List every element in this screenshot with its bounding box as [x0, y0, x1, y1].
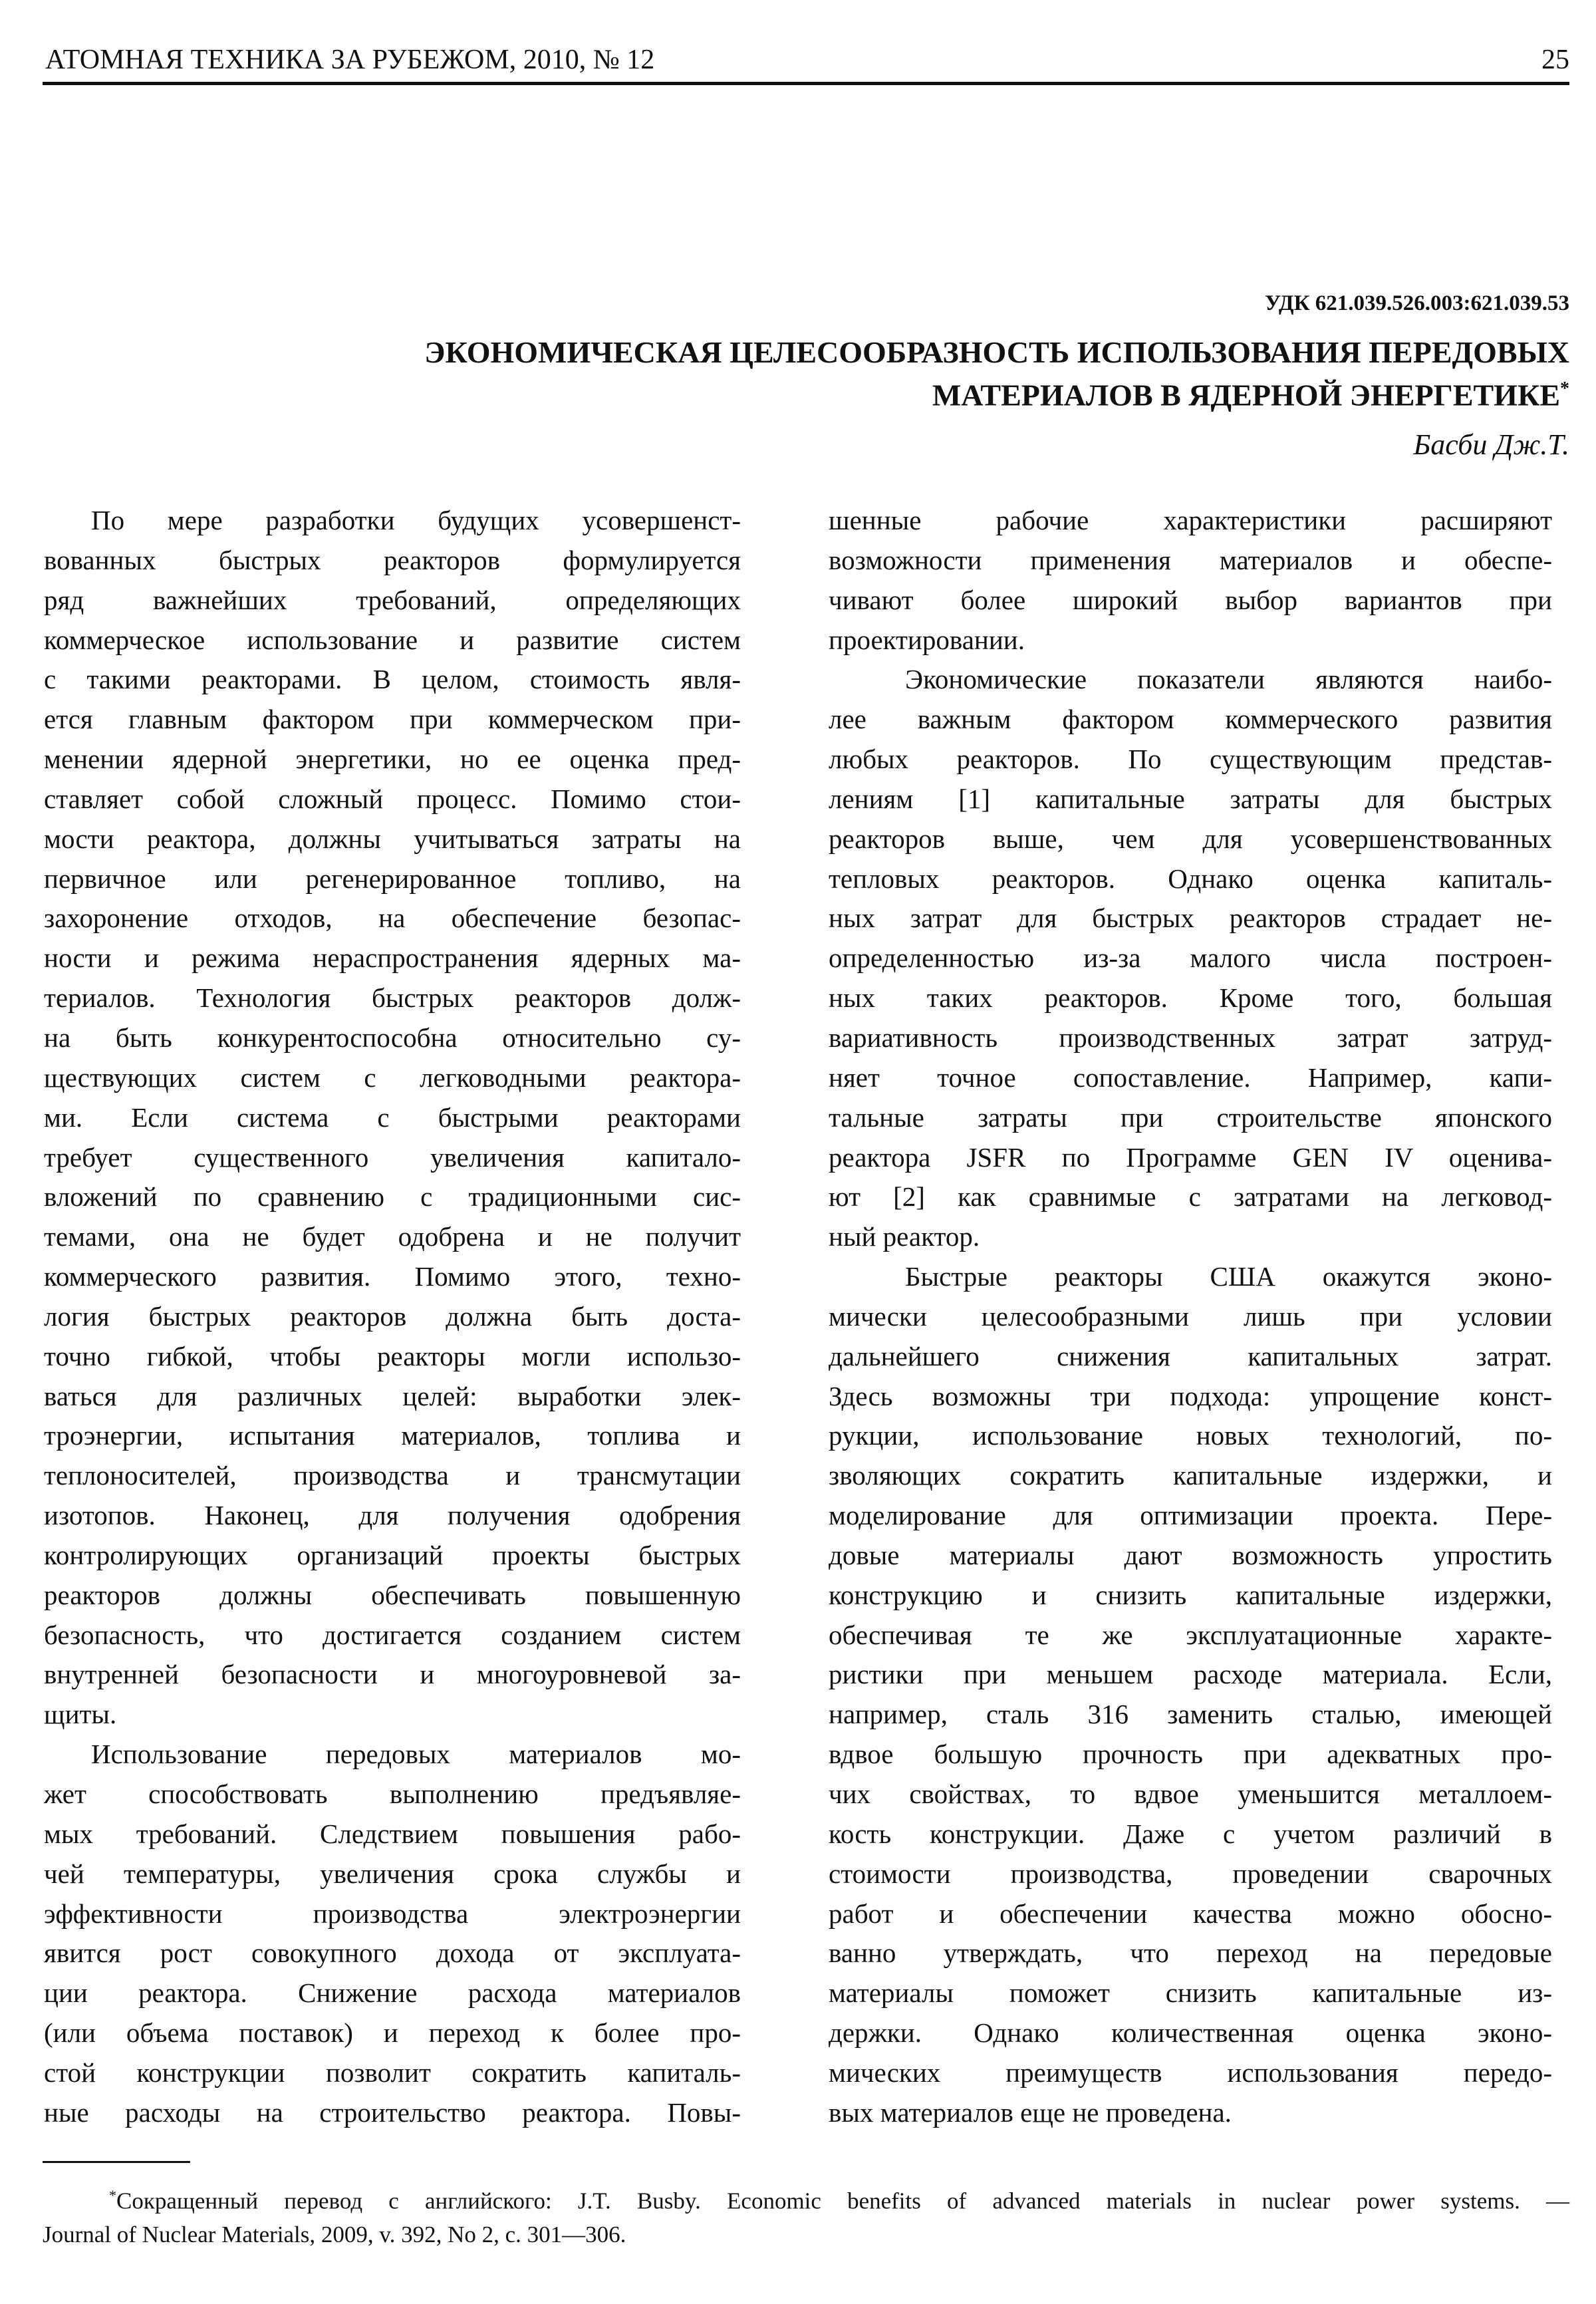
text-line: захоронение отходов, на обеспечение безопас- — [44, 903, 741, 934]
text-line: тепловых реакторов. Однако оценка капиталь- — [829, 863, 1552, 894]
text-line: работ и обеспечении качества можно обосно- — [829, 1898, 1552, 1929]
text-line: рукции, использование новых технологий, по- — [829, 1420, 1552, 1451]
title-line-2 — [266, 370, 1569, 413]
text-line: кость конструкции. Даже с учетом различий в — [829, 1818, 1552, 1849]
text-line: ных таких реакторов. Кроме того, большая — [829, 982, 1552, 1014]
text-line: реакторов выше, чем для усовершенствованных — [829, 823, 1552, 854]
text-line: определенностью из-за малого числа построен- — [829, 942, 1552, 974]
text-line: ставляет собой сложный процесс. Помимо стои- — [44, 783, 741, 814]
footnote-line-1 — [43, 2179, 1569, 2218]
text-line: жет способствовать выполнению предъявляе- — [44, 1779, 741, 1809]
text-line: зволяющих сократить капитальные издержки, и — [829, 1460, 1552, 1491]
text-line: щиты. — [44, 1699, 117, 1730]
text-line: Здесь возможны три подхода: упрощение конст- — [829, 1380, 1552, 1411]
text-line: лее важным фактором коммерческого развития — [829, 704, 1552, 735]
article-title — [266, 334, 1569, 413]
text-line: троэнергии, испытания материалов, топлива и — [44, 1420, 741, 1451]
text-line: требует существенного увеличения капитало- — [44, 1141, 741, 1173]
text-line: (или объема поставок) и переход к более про- — [44, 2017, 741, 2049]
text-line: логия быстрых реакторов должна быть доста- — [44, 1300, 741, 1332]
text-line: вдвое большую прочность при адекватных про- — [829, 1739, 1552, 1770]
text-line: ные расходы на строительство реактора. Повы- — [44, 2096, 741, 2128]
text-line: проектировании. — [829, 624, 1025, 655]
text-line: на быть конкурентоспособна относительно су- — [44, 1022, 741, 1053]
text-line: вых материалов еще не проведена. — [829, 2096, 1232, 2128]
text-line: темами, она не будет одобрена и не получит — [44, 1221, 741, 1252]
text-line: ристики при меньшем расходе материала. Если, — [829, 1659, 1552, 1690]
text-line: менении ядерной энергетики, но ее оценка пред- — [44, 744, 741, 775]
text-line: теплоносителей, производства и трансмутации — [44, 1460, 741, 1491]
paragraph — [829, 1257, 1552, 2133]
paragraph — [829, 660, 1552, 1257]
text-line: контролирующих организаций проекты быстрых — [44, 1539, 741, 1570]
text-column-left — [44, 501, 741, 2133]
text-line: ваться для различных целей: выработки элек- — [44, 1380, 741, 1411]
text-line: точно гибкой, чтобы реакторы могли использо- — [44, 1340, 741, 1371]
text-line: мических преимуществ использования передо- — [829, 2057, 1552, 2088]
text-line: шенные рабочие характеристики расширяют — [829, 505, 1552, 535]
text-line: териалов. Технология быстрых реакторов долж- — [44, 982, 741, 1014]
text-line: ряд важнейших требований, определяющих — [44, 584, 741, 615]
text-line: материалы поможет снизить капитальные из- — [829, 1977, 1552, 2009]
text-line: Экономические показатели являются наибо- — [905, 664, 1552, 695]
text-line: любых реакторов. По существующим представ- — [829, 744, 1552, 775]
text-line: чей температуры, увеличения срока службы и — [44, 1858, 741, 1889]
text-line: безопасность, что достигается созданием систем — [44, 1619, 741, 1650]
text-line: изотопов. Наконец, для получения одобрения — [44, 1500, 741, 1531]
paragraph — [829, 501, 1552, 660]
text-line: ют [2] как сравнимые с затратами на легковод- — [829, 1181, 1552, 1213]
text-line: лениям [1] капитальные затраты для быстрых — [829, 783, 1552, 814]
text-line: эффективности производства электроэнергии — [44, 1898, 741, 1929]
text-line: По мере разработки будущих усовершенст- — [91, 505, 741, 535]
text-line: ванно утверждать, что переход на передовые — [829, 1938, 1552, 1969]
article-author: Басби Дж.Т. — [1413, 428, 1569, 461]
text-line: ных затрат для быстрых реакторов страдает не- — [829, 903, 1552, 934]
footnote-mark: * — [109, 2187, 116, 2204]
text-line: ми. Если система с быстрыми реакторами — [44, 1101, 741, 1133]
text-column-right — [829, 501, 1552, 2133]
text-line: мых требований. Следствием повышения рабо- — [44, 1818, 741, 1849]
text-line: моделирование для оптимизации проекта. Пере- — [829, 1500, 1552, 1531]
text-line: явится рост совокупного дохода от эксплуата- — [44, 1938, 741, 1969]
text-line: коммерческого развития. Помимо этого, техно- — [44, 1261, 741, 1292]
text-line: обеспечивая те же эксплуатационные характе- — [829, 1619, 1552, 1650]
text-line: коммерческое использование и развитие систем — [44, 624, 741, 655]
text-line: ществующих систем с легководными реактора- — [44, 1062, 741, 1093]
header-rule — [43, 82, 1569, 85]
text-line: чих свойствах, то вдвое уменьшится металлоем- — [829, 1779, 1552, 1809]
title-line-2-text: МАТЕРИАЛОВ В ЯДЕРНОЙ ЭНЕРГЕТИКЕ — [932, 378, 1560, 412]
text-line: внутренней безопасности и многоуровневой за- — [44, 1659, 741, 1690]
footnote-rule — [43, 2161, 190, 2163]
text-line: возможности применения материалов и обеспе- — [829, 544, 1552, 575]
text-line: дальнейшего снижения капитальных затрат. — [829, 1340, 1552, 1371]
text-line: стой конструкции позволит сократить капиталь- — [44, 2057, 741, 2088]
text-line: ется главным фактором при коммерческом при- — [44, 704, 741, 735]
text-line: вложений по сравнению с традиционными сис- — [44, 1181, 741, 1213]
text-line: Использование передовых материалов мо- — [91, 1739, 741, 1770]
text-line: вариативность производственных затрат затруд- — [829, 1022, 1552, 1053]
text-line: тальные затраты при строительстве японского — [829, 1101, 1552, 1133]
title-line-1: ЭКОНОМИЧЕСКАЯ ЦЕЛЕСООБРАЗНОСТЬ ИСПОЛЬЗОВАНИЯ ПЕРЕДОВЫХ — [424, 335, 1569, 369]
text-line: с такими реакторами. В целом, стоимость явля- — [44, 664, 741, 695]
text-line: стоимости производства, проведении сварочных — [829, 1858, 1552, 1889]
text-line: мически целесообразными лишь при условии — [829, 1300, 1552, 1332]
paragraph — [44, 1735, 741, 2132]
footnote-text-1: Сокращенный перевод с английского: J.T. Busby. Economic benefits of advanced materials in nuclear power systems. — — [116, 2188, 1569, 2214]
text-line: ности и режима нераспространения ядерных ма- — [44, 942, 741, 974]
running-head-journal: АТОМНАЯ ТЕХНИКА ЗА РУБЕЖОМ, 2010, № 12 — [45, 45, 655, 75]
text-line: например, сталь 316 заменить сталью, имеющей — [829, 1699, 1552, 1730]
text-line: ный реактор. — [829, 1221, 980, 1252]
text-line: реактора JSFR по Программе GEN IV оценива- — [829, 1141, 1552, 1173]
text-line: ции реактора. Снижение расхода материалов — [44, 1977, 741, 2009]
text-line: мости реактора, должны учитываться затраты на — [44, 823, 741, 854]
paragraph — [44, 501, 741, 1735]
text-line: вованных быстрых реакторов формулируется — [44, 544, 741, 575]
page-number: 25 — [1541, 45, 1569, 75]
footnote-line-2: Journal of Nuclear Materials, 2009, v. 392, No 2, c. 301—306. — [43, 2221, 626, 2247]
text-line: чивают более широкий выбор вариантов при — [829, 584, 1552, 615]
text-line: довые материалы дают возможность упростить — [829, 1539, 1552, 1570]
text-line: первичное или регенерированное топливо, на — [44, 863, 741, 894]
text-line: няет точное сопоставление. Например, капи- — [829, 1062, 1552, 1093]
title-footnote-mark[interactable]: * — [1560, 378, 1569, 399]
udk-code: УДК 621.039.526.003:621.039.53 — [1264, 291, 1569, 315]
text-line: Быстрые реакторы США окажутся эконо- — [905, 1261, 1552, 1292]
text-line: конструкцию и снизить капитальные издержки, — [829, 1579, 1552, 1610]
text-line: держки. Однако количественная оценка эконо- — [829, 2017, 1552, 2049]
footnote — [43, 2179, 1569, 2251]
text-line: реакторов должны обеспечивать повышенную — [44, 1579, 741, 1610]
